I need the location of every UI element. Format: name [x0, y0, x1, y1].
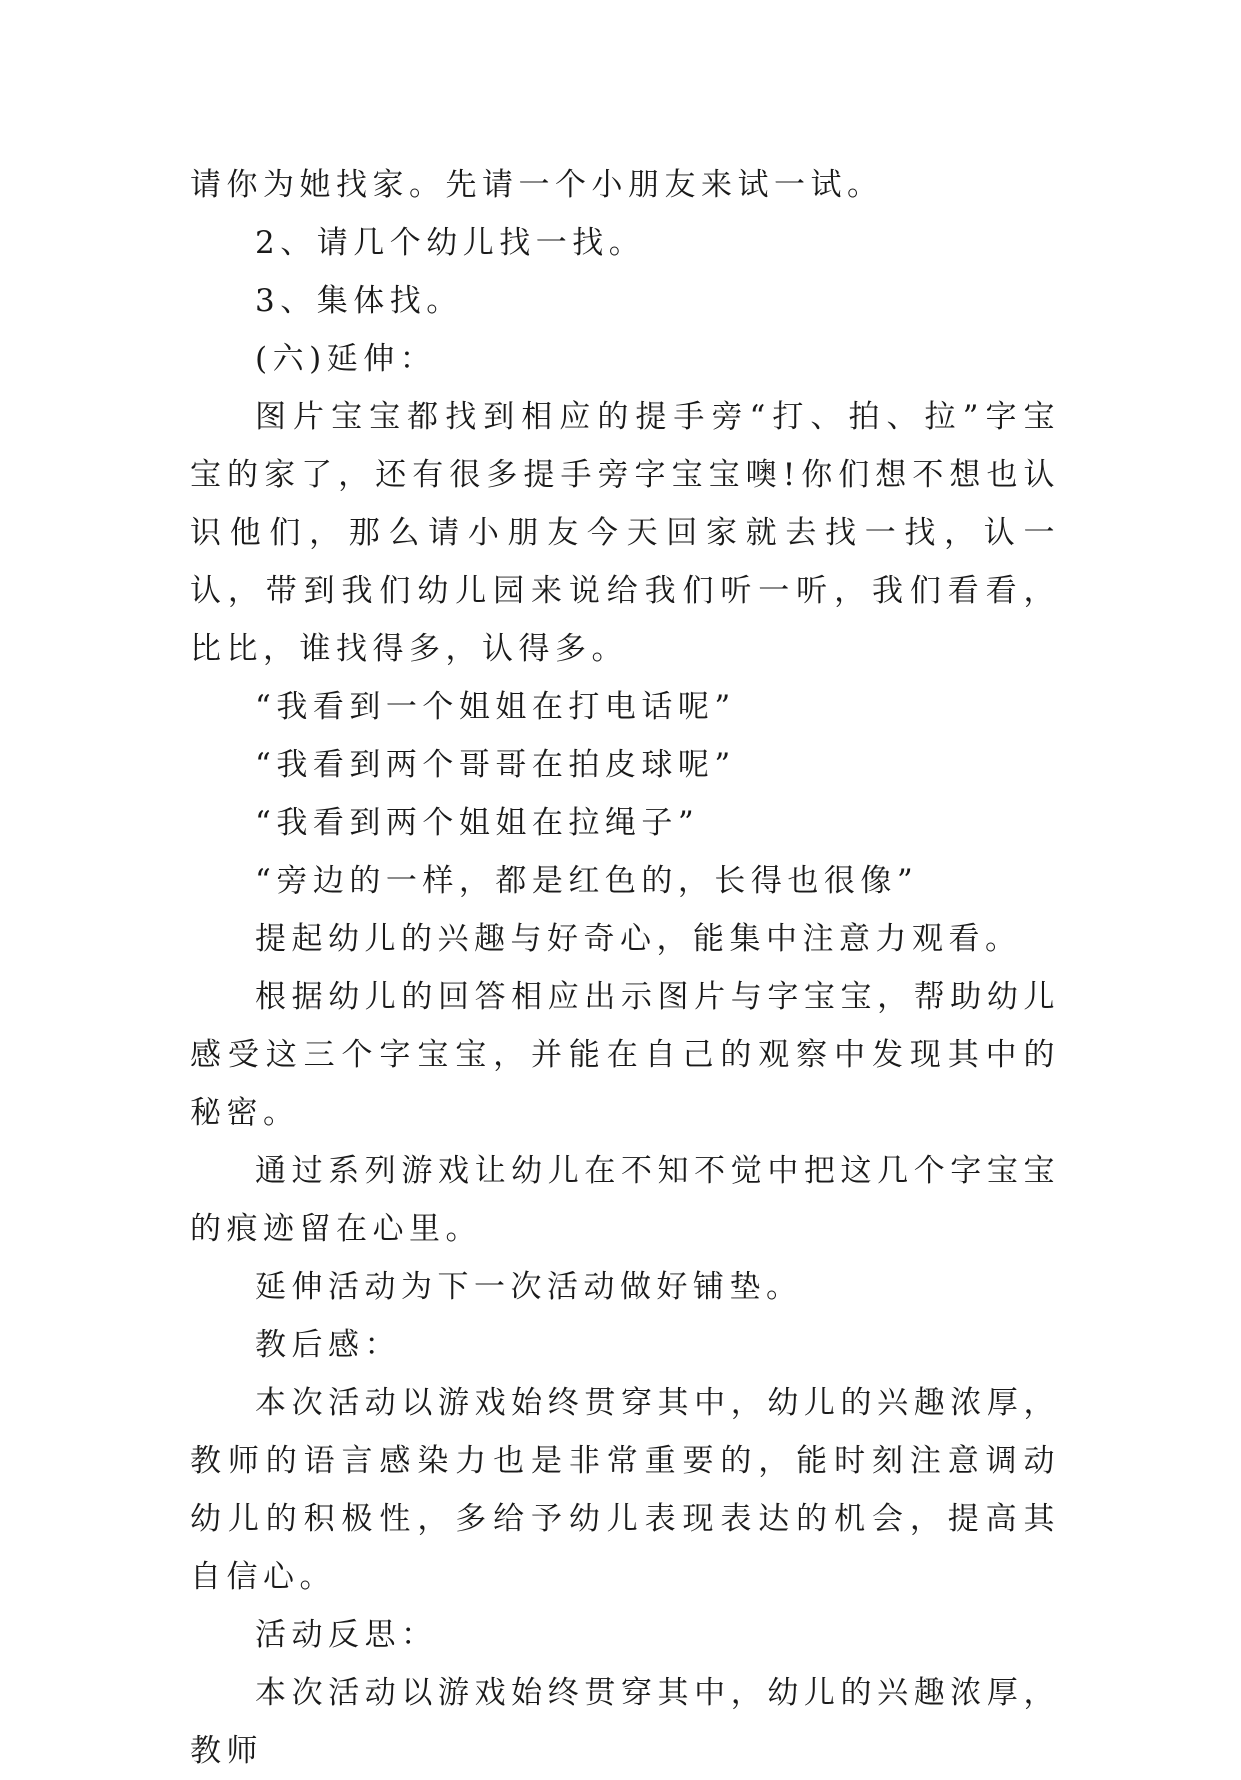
paragraph: 通过系列游戏让幼儿在不知不觉中把这几个字宝宝的痕迹留在心里。	[190, 1153, 1060, 1247]
body-text	[190, 156, 1060, 1780]
paragraph: 2、请几个幼儿找一找。	[255, 225, 646, 261]
paragraph: 本次活动以游戏始终贯穿其中，幼儿的兴趣浓厚，教师	[190, 1675, 1060, 1769]
paragraph: 提起幼儿的兴趣与好奇心，能集中注意力观看。	[255, 921, 1022, 957]
paragraph: 图片宝宝都找到相应的提手旁“打、拍、拉”字宝宝的家了，还有很多提手旁字宝宝噢!你们想不想也认识他们，那么请小朋友今天回家就去找一找，认一认，带到我们幼儿园来说给我们听一听，我们看看，比比，谁找得多，认得多。	[190, 399, 1060, 667]
paragraph: 延伸活动为下一次活动做好铺垫。	[255, 1269, 803, 1305]
section-heading: 活动反思：	[255, 1617, 438, 1653]
quote-line: “我看到两个姐姐在拉绳子”	[255, 805, 700, 841]
quote-line: “我看到一个姐姐在打电话呢”	[255, 689, 736, 725]
paragraph: 根据幼儿的回答相应出示图片与字宝宝，帮助幼儿感受这三个字宝宝，并能在自己的观察中发现其中的秘密。	[190, 979, 1060, 1131]
paragraph: 3、集体找。	[255, 283, 463, 319]
paragraph: 本次活动以游戏始终贯穿其中，幼儿的兴趣浓厚，教师的语言感染力也是非常重要的，能时刻注意调动幼儿的积极性，多给予幼儿表现表达的机会，提高其自信心。	[190, 1385, 1060, 1595]
quote-line: “我看到两个哥哥在拍皮球呢”	[255, 747, 736, 783]
section-heading: (六)延伸：	[255, 341, 437, 377]
section-heading: 教后感：	[255, 1327, 401, 1363]
quote-line: “旁边的一样，都是红色的，长得也很像”	[255, 863, 919, 899]
paragraph: 请你为她找家。先请一个小朋友来试一试。	[190, 167, 884, 203]
